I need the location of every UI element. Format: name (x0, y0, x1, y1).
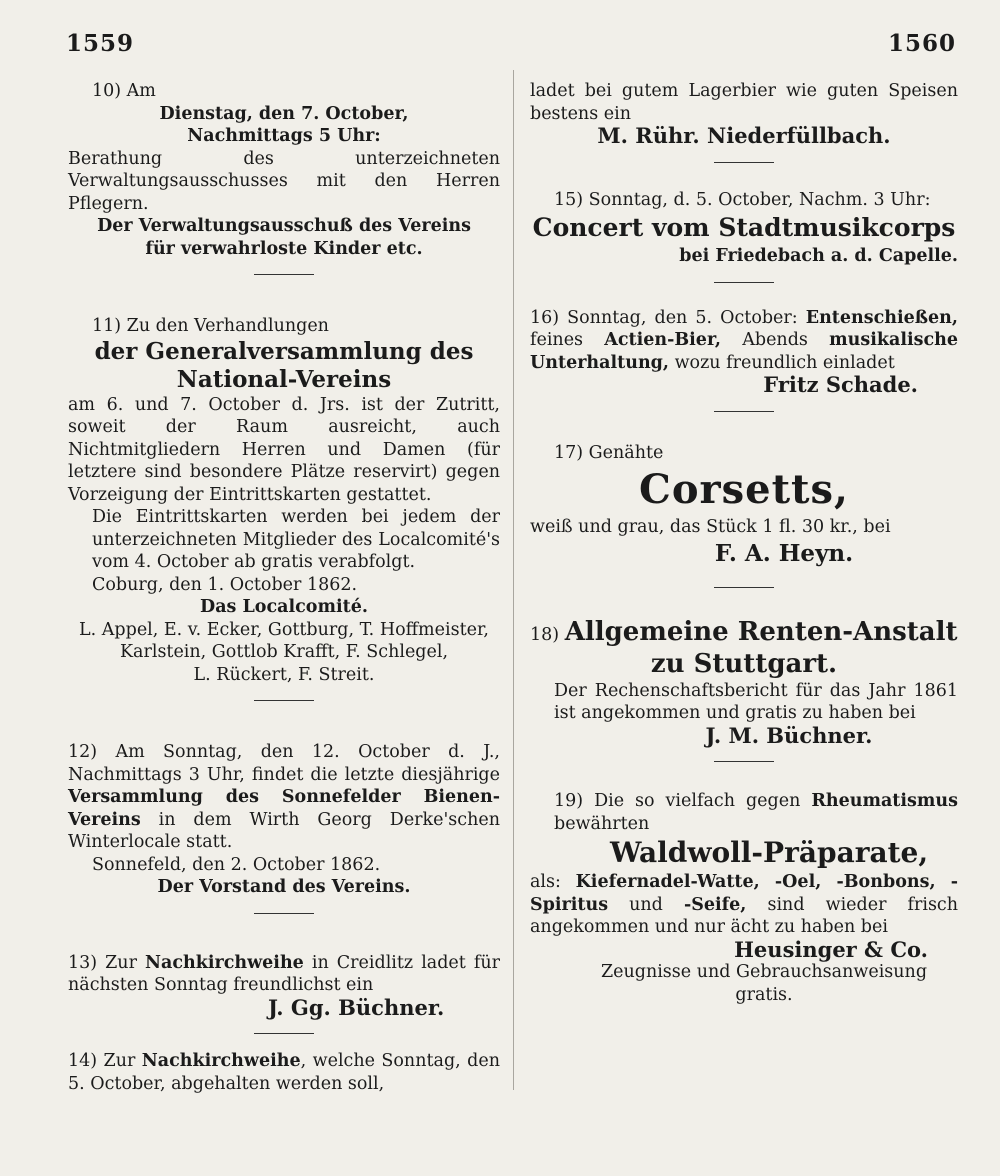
ad-19-body (530, 871, 958, 939)
ad-11-body-2: Die Eintrittskarten werden bei jedem der unterzeichneten Mitglieder des Localcomité's vom 4. October ab gratis verabfolgt. (92, 507, 500, 572)
separator-rule (254, 274, 314, 275)
ad-19-intro (530, 790, 958, 835)
ad-12-text-c: Versammlung des Sonnefelder Bienen-Vereins (68, 787, 500, 830)
ad-19-body-b: Kiefernadel-Watte, -Oel, -Bonbons, -Spiritus (530, 872, 958, 915)
ad-19-signature: Heusinger & Co. (734, 936, 928, 962)
ad-17-intro: 17) Genähte (554, 442, 664, 463)
ad-11-names-1: L. Appel, E. v. Ecker, Gottburg, T. Hoffmeister, (79, 619, 489, 640)
ad-18-number: 18) (530, 624, 560, 645)
ad-16-text-c: feines (530, 330, 605, 350)
ad-19-body-d: -Seife, (683, 894, 747, 915)
ad-16-text-b: Entenschießen, (805, 307, 958, 328)
ad-12-text-a: 12) Am Sonntag, den 12. October d. J., Nachmittags 3 Uhr, (68, 742, 500, 785)
ad-14-text-b: Nachkirchweihe (141, 1051, 301, 1071)
page-number-left: 1559 (66, 30, 135, 57)
ad-10-body: Berathung des unterzeichneten Verwaltungsausschusses mit den Herren Pflegern. (68, 148, 500, 214)
ad-16-text-a: 16) Sonntag, den 5. October: (530, 307, 806, 328)
ad-18-title-1: Allgemeine Renten-Anstalt (564, 616, 958, 647)
ad-19-body-a: als: (530, 872, 576, 892)
separator-rule (714, 411, 774, 412)
page-number-right: 1560 (887, 30, 956, 57)
separator-rule (714, 761, 774, 762)
ad-16-signature: Fritz Schade. (763, 372, 918, 397)
ad-17-body: weiß und grau, das Stück 1 fl. 30 kr., bei (530, 517, 891, 537)
ad-15-line-3: bei Friedebach a. d. Capelle. (679, 246, 958, 266)
ad-14 (68, 1050, 500, 1095)
ad-14-text-a: 14) Zur (68, 1051, 142, 1071)
ad-18-title-2: zu Stuttgart. (650, 648, 838, 679)
right-column (530, 80, 958, 1006)
ad-19-intro-a: 19) Die so vielfach gegen (554, 791, 812, 811)
ad-13 (68, 952, 500, 1020)
ad-19-intro-b: Rheumatismus (811, 791, 958, 811)
ad-16-text-e: Abends (720, 330, 830, 350)
ad-15-line-1: 15) Sonntag, d. 5. October, Nachm. 3 Uhr: (554, 189, 931, 210)
ad-19-title: Waldwoll-Präparate, (610, 836, 929, 869)
ad-14-continued (530, 80, 958, 148)
ad-10-number: 10) Am (92, 81, 156, 101)
ad-12-text-b: findet die letzte diesjährige (244, 764, 500, 785)
ad-14-cont-body: ladet bei gutem Lagerbier wie guten Speisen bestens ein (530, 81, 958, 124)
ad-12-place-date: Sonnefeld, den 2. October 1862. (92, 854, 381, 875)
ad-17-signature: F. A. Heyn. (714, 539, 854, 567)
ad-11-names-3: L. Rückert, F. Streit. (193, 664, 375, 685)
ad-13-text-a: 13) Zur (68, 952, 146, 973)
ad-18-signature: J. M. Büchner. (705, 722, 873, 748)
ad-16-text-d: Actien-Bier, (604, 330, 721, 350)
ad-11-names-2: Karlstein, Gottlob Krafft, F. Schlegel, (119, 642, 449, 662)
ad-14-body (68, 1050, 500, 1095)
separator-rule (714, 587, 774, 588)
ad-11 (68, 315, 500, 686)
ad-13-signature: J. Gg. Büchner. (268, 994, 445, 1020)
separator-rule (254, 700, 314, 701)
ad-14-cont-signature: M. Rühr. Niederfüllbach. (597, 123, 891, 148)
ad-18-title-line (530, 616, 958, 648)
separator-rule (254, 913, 314, 914)
ad-11-body: am 6. und 7. October d. Jrs. ist der Zutritt, soweit der Raum ausreicht, auch Nichtmitgliedern Herren und Damen (für letztere sind besondere Plätze reservirt) gegen Vorzeigung der Eintrittskarten gestattet. (68, 394, 500, 505)
separator-rule (254, 1033, 314, 1034)
ad-13-body (68, 952, 500, 997)
separator-rule (714, 282, 774, 283)
ad-17 (530, 442, 958, 569)
ad-15 (530, 189, 958, 268)
ad-12-text-d: in dem Wirth Georg Derke'schen Winterlocale statt. (68, 809, 500, 852)
left-column (68, 80, 500, 1095)
ad-19-body-e: sind wieder frisch angekommen und nur ächt zu haben bei (530, 894, 959, 937)
ad-14-text-c: , welche Sonntag, den 5. October, abgehalten werden soll, (68, 1051, 500, 1094)
ad-10-signature-line-2: für verwahrloste Kinder etc. (145, 238, 423, 259)
ad-18 (530, 616, 958, 748)
ad-12-body (68, 741, 500, 854)
ad-12-signature: Der Vorstand des Vereins. (157, 877, 411, 897)
ad-19-intro-c: bewährten (554, 813, 650, 834)
ad-13-text-c: in Creidlitz ladet für nächsten Sonntag freundlichst ein (68, 952, 500, 995)
ad-16-text-f: musikalische Unterhaltung, (530, 330, 958, 373)
ad-15-title: Concert vom Stadtmusikcorps (532, 213, 956, 242)
column-divider (513, 70, 514, 1090)
separator-rule (714, 162, 774, 163)
ad-11-committee: Das Localcomité. (200, 597, 368, 617)
ad-10-date: Dienstag, den 7. October, (159, 103, 409, 124)
ad-10 (68, 80, 500, 260)
ad-17-title: Corsetts, (639, 466, 849, 513)
ad-11-intro: 11) Zu den Verhandlungen (92, 316, 329, 336)
ad-11-place-date: Coburg, den 1. October 1862. (92, 574, 358, 595)
ad-19-footer: Zeugnisse und Gebrauchsanweisung gratis. (600, 962, 928, 1005)
ad-19-body-c: und (608, 894, 684, 915)
ad-10-time: Nachmittags 5 Uhr: (187, 126, 381, 146)
ad-16-text-g: wozu freundlich einladet (669, 352, 895, 373)
ad-16-body (530, 307, 958, 375)
ad-11-title: der Generalversammlung des National-Vereins (94, 337, 474, 393)
ad-19 (530, 790, 958, 1006)
ad-13-text-b: Nachkirchweihe (145, 952, 304, 973)
ad-10-signature-line-1: Der Verwaltungsausschuß des Vereins (97, 216, 471, 236)
ad-18-body: Der Rechenschaftsbericht für das Jahr 1861 ist angekommen und gratis zu haben bei (554, 680, 958, 723)
ad-12 (68, 741, 500, 899)
ad-16 (530, 307, 958, 397)
